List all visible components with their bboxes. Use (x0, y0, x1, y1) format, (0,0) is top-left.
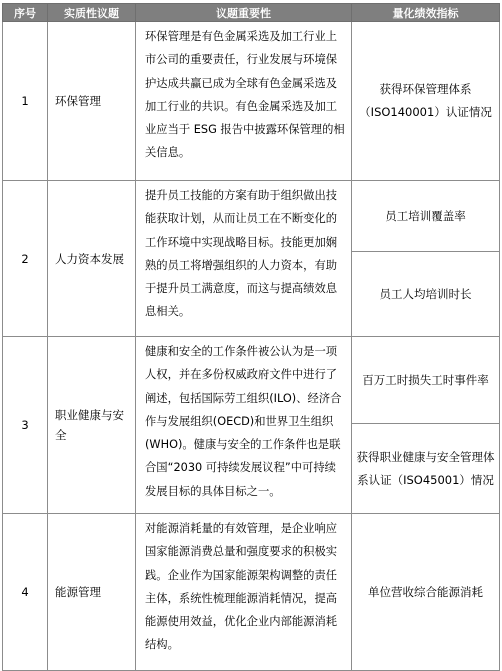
table-row (3, 337, 500, 424)
indicator: 获得环保管理体系（ISO140001）认证情况 (352, 22, 500, 181)
row-number: 1 (3, 22, 48, 181)
header-row (3, 4, 500, 22)
issue-importance: 提升员工技能的方案有助于组织做出技能获取计划，从而让员工在不断变化的工作环境中实现战略目标。技能更加娴熟的员工将增强组织的人力资本，有助于提升员工满意度，而这与提高绩效息息相关。 (136, 181, 352, 337)
header-importance: 议题重要性 (136, 4, 352, 22)
row-number: 3 (3, 337, 48, 514)
table-row (3, 22, 500, 181)
issue-name: 人力资本发展 (48, 181, 136, 337)
issues-table (2, 3, 500, 671)
indicator: 获得职业健康与安全管理体系认证（ISO45001）情况 (352, 424, 500, 514)
issue-importance: 健康和安全的工作条件被公认为是一项人权，并在多份权威政府文件中进行了阐述，包括国际劳工组织(ILO)、经济合作与发展组织(OECD)和世界卫生组织(WHO)。健康与安全的工作条件也是联合国“2030 可持续发展议程”中可持续发展目标的具体目标之一。 (136, 337, 352, 514)
header-no: 序号 (3, 4, 48, 22)
indicator: 百万工时损失工时事件率 (352, 337, 500, 424)
issue-name: 职业健康与安全 (48, 337, 136, 514)
row-number: 4 (3, 514, 48, 671)
indicator: 员工人均培训时长 (352, 252, 500, 337)
issue-importance: 对能源消耗量的有效管理，是企业响应国家能源消费总量和强度要求的积极实践。企业作为国家能源架构调整的责任主体，系统性梳理能源消耗情况，提高能源使用效益，优化企业内部能源消耗结构。 (136, 514, 352, 671)
issue-name: 环保管理 (48, 22, 136, 181)
header-issue: 实质性议题 (48, 4, 136, 22)
header-indicator: 量化绩效指标 (352, 4, 500, 22)
table-row (3, 514, 500, 671)
row-number: 2 (3, 181, 48, 337)
issue-name: 能源管理 (48, 514, 136, 671)
indicator: 单位营收综合能源消耗 (352, 514, 500, 671)
issue-importance: 环保管理是有色金属采选及加工行业上市公司的重要责任，行业发展与环境保护达成共赢已成为全球有色金属采选及加工行业的共识。有色金属采选及加工业应当于 ESG 报告中披露环保管理的相关信息。 (136, 22, 352, 181)
indicator: 员工培训覆盖率 (352, 181, 500, 252)
table-row (3, 181, 500, 252)
